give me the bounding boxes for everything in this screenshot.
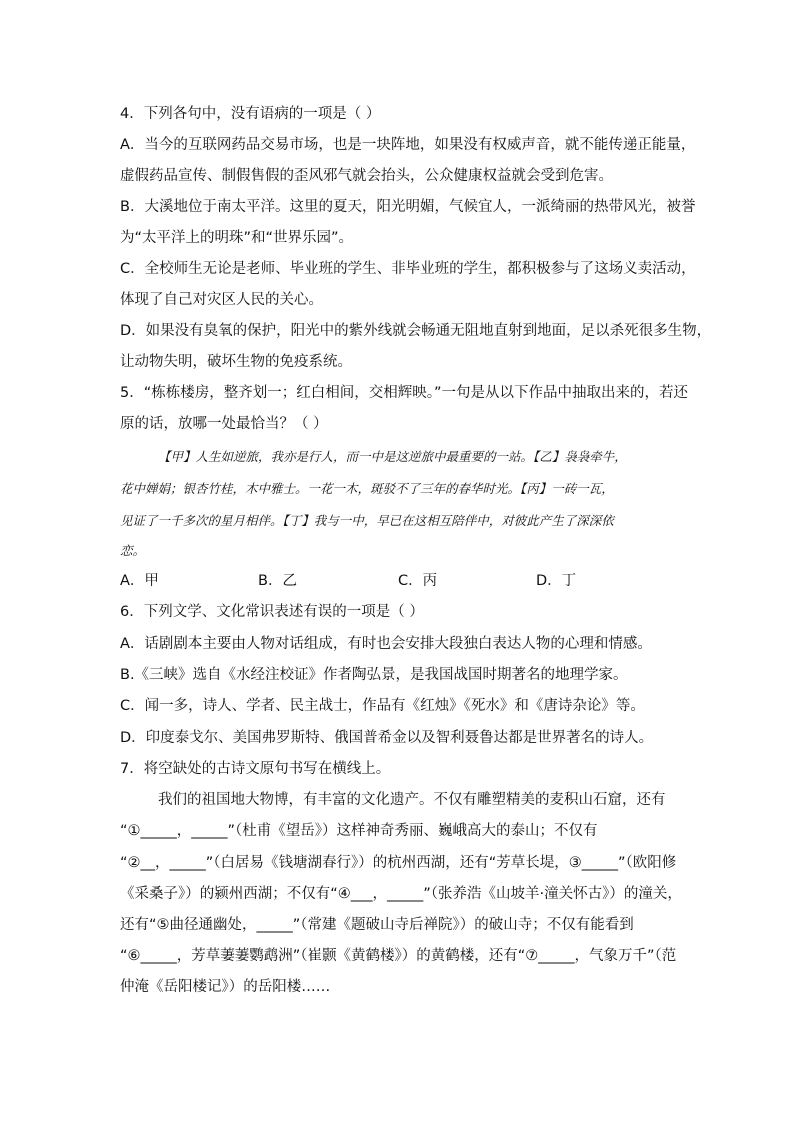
q7-stem: 7．将空缺处的古诗文原句书写在横线上。: [120, 761, 391, 777]
q4-option-d-line1: D．如果没有臭氧的保护，阳光中的紫外线就会畅通无阻地直射到地面，足以杀死很多生物，: [120, 323, 712, 339]
q4-stem: 4．下列各句中，没有语病的一项是（ ）: [120, 106, 381, 122]
q6-option-b: B.《三峡》选自《水经注校证》作者陶弘景，是我国战国时期著名的地理学家。: [120, 667, 628, 683]
q7-text-line6: “⑥_____，芳草萋萋鹦鹉洲”（崔颢《黄鹤楼》）的黄鹤楼，还有“⑦_____，气象万千”（范: [120, 948, 677, 964]
q7-text-line4: 《采桑子》）的颍州西湖；不仅有“④___，_____”（张养浩《山坡羊·潼关怀古》）的潼关，: [120, 886, 682, 902]
q7-text-line3: “②__，_____”（白居易《钱塘湖春行》）的杭州西湖，还有“芳草长堤，③_____”（欧阳修: [120, 855, 677, 871]
q6-option-a: A．话剧剧本主要由人物对话组成，有时也会安排大段独白表达人物的心理和情感。: [120, 636, 652, 652]
q6-stem: 6．下列文学、文化常识表述有误的一项是（ ）: [120, 604, 424, 620]
q4-option-a-line2: 虚假药品宣传、制假售假的歪风邪气就会抬头，公众健康权益就会受到危害。: [120, 168, 613, 184]
q6-option-c: C．闻一多，诗人、学者、民主战士，作品有《红烛》《死水》和《唐诗杂论》等。: [120, 698, 645, 714]
q5-option-a: A．甲: [120, 573, 159, 589]
q4-option-c-line2: 体现了自己对灾区人民的关心。: [120, 292, 323, 308]
q5-passage-line4: 恋。: [120, 543, 146, 558]
q5-option-d: D．丁: [536, 573, 577, 589]
q5-stem-line1: 5．“栋栋楼房，整齐划一；红白相间，交相辉映。”一句是从以下作品中抽取出来的，若还: [120, 385, 688, 401]
q5-passage-line3: 见证了一千多次的星月相伴。【丁】我与一中，早已在这相互陪伴中，对彼此产生了深深依: [120, 513, 614, 528]
q5-passage-line1: 【甲】人生如逆旅，我亦是行人，而一中是这逆旅中最重要的一站。【乙】袅袅牵牛，: [158, 449, 627, 464]
q4-option-a-line1: A．当今的互联网药品交易市场，也是一块阵地，如果没有权威声音，就不能传递正能量，: [120, 137, 696, 153]
q7-text-line5: 还有“⑤曲径通幽处，_____”（常建《题破山寺后禅院》）的破山寺；不仅有能看到: [120, 917, 634, 933]
q4-option-b-line1: B．大溪地位于南太平洋。这里的夏天，阳光明媚，气候宜人，一派绮丽的热带风光，被誉: [120, 199, 696, 215]
q5-option-b: B．乙: [258, 573, 297, 589]
q6-option-d: D．印度泰戈尔、美国弗罗斯特、俄国普希金以及智利聂鲁达都是世界著名的诗人。: [120, 730, 654, 746]
q7-text-line1: 我们的祖国地大物博，有丰富的文化遗产。不仅有雕塑精美的麦积山石窟，还有: [158, 792, 666, 808]
q7-text-line2: “①_____，_____”（杜甫《望岳》）这样神奇秀丽、巍峨高大的泰山；不仅有: [120, 823, 598, 839]
q4-option-b-line2: 为“太平洋上的明珠”和“世界乐园”。: [120, 230, 354, 246]
q5-option-c: C．丙: [398, 573, 438, 589]
q4-option-c-line1: C．全校师生无论是老师、毕业班的学生、非毕业班的学生，都积极参与了这场义卖活动，: [120, 261, 696, 277]
q7-text-line7: 仲淹《岳阳楼记》）的岳阳楼……: [120, 979, 331, 995]
q5-stem-line2: 原的话，放哪一处最恰当？（ ）: [120, 416, 328, 432]
q4-option-d-line2: 让动物失明，破坏生物的免疫系统。: [120, 354, 352, 370]
q5-passage-line2: 花中婵娟；银杏竹桂，木中雅士。一花一木，斑驳不了三年的春华时光。【丙】一砖一瓦，: [120, 481, 614, 496]
